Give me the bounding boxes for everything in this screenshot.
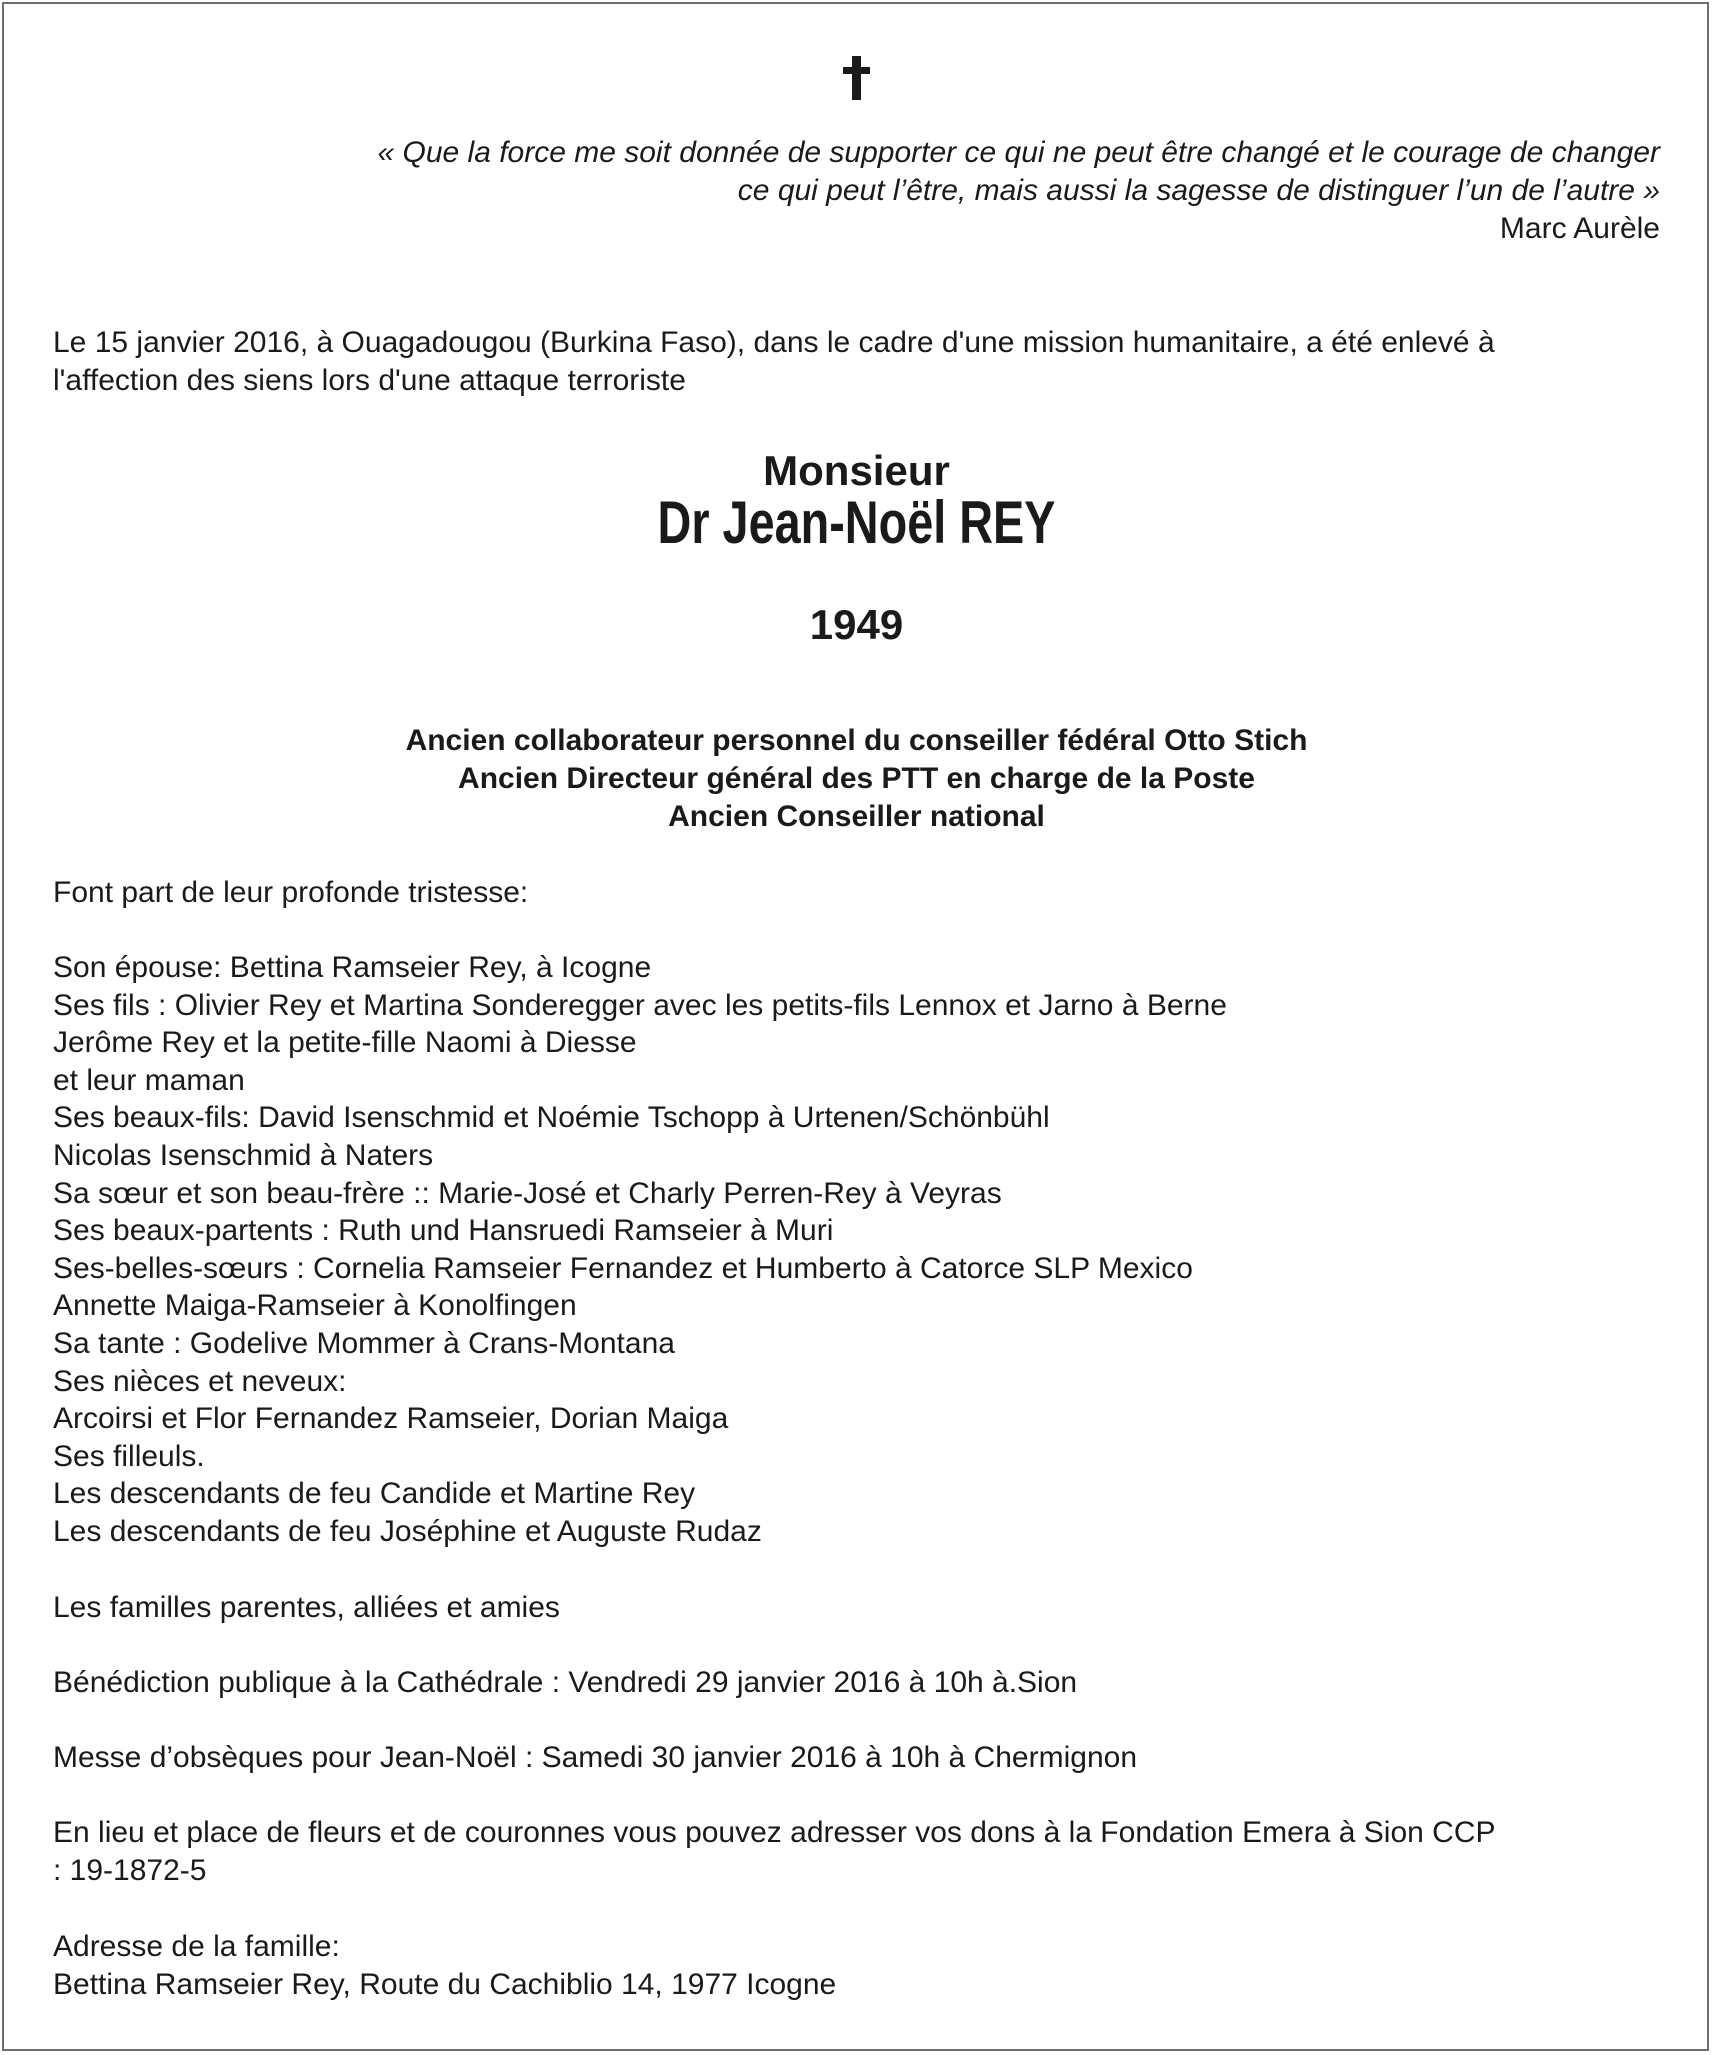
family-address	[53, 1928, 1663, 2003]
quote-line: ce qui peut l’être, mais aussi la sagesse de distinguer l’un de l’autre »	[737, 174, 1660, 207]
family-line: Ses beaux-partents : Ruth und Hansruedi Ramseier à Muri	[53, 1214, 834, 1248]
donations-info	[53, 1814, 1663, 1889]
career-title: Ancien collaborateur personnel du conseiller fédéral Otto Stich	[405, 724, 1308, 757]
announcement: Font part de leur profonde tristesse:	[53, 876, 529, 909]
family-line: Arcoirsi et Flor Fernandez Ramseier, Dorian Maiga	[53, 1402, 729, 1436]
family-line: Les descendants de feu Joséphine et Auguste Rudaz	[53, 1514, 762, 1548]
intro-line: Le 15 janvier 2016, à Ouagadougou (Burkina Faso), dans le cadre d'une mission humanitaire, a été enlevé à	[53, 326, 1495, 359]
family-list	[53, 949, 1663, 1551]
family-line: Nicolas Isenschmid à Naters	[53, 1138, 434, 1172]
family-line: Ses-belles-sœurs : Cornelia Ramseier Fernandez et Humberto à Catorce SLP Mexico	[53, 1251, 1193, 1285]
family-line: et leur maman	[53, 1063, 245, 1097]
address-label: Adresse de la famille:	[53, 1930, 340, 1963]
intro-line: l'affection des siens lors d'une attaque terroriste	[53, 364, 686, 397]
donations-line: : 19-1872-5	[53, 1853, 207, 1887]
family-line: Sa sœur et son beau-frère :: Marie-José et Charly Perren-Rey à Veyras	[53, 1176, 1002, 1210]
quote-line: « Que la force me soit donnée de supporter ce qui ne peut être changé et le courage de changer	[377, 136, 1660, 169]
family-line: Annette Maiga-Ramseier à Konolfingen	[53, 1289, 577, 1323]
intro-paragraph	[53, 324, 1663, 400]
family-line: Ses beaux-fils: David Isenschmid et Noémie Tschopp à Urtenen/Schönbühl	[53, 1101, 1050, 1135]
extended-families: Les familles parentes, alliées et amies	[53, 1591, 560, 1624]
donations-line: En lieu et place de fleurs et de couronnes vous pouvez adresser vos dons à la Fondation Emera à Sion CCP	[53, 1816, 1496, 1849]
birth-year: 1949	[809, 601, 904, 648]
benediction-info: Bénédiction publique à la Cathédrale : Vendredi 29 janvier 2016 à 10h à.Sion	[53, 1666, 1078, 1699]
family-line: Les descendants de feu Candide et Martine Rey	[53, 1477, 696, 1511]
family-line: Ses nièces et neveux:	[53, 1364, 347, 1398]
funeral-mass-info: Messe d’obsèques pour Jean-Noël : Samedi 30 janvier 2016 à 10h à Chermignon	[53, 1741, 1137, 1774]
family-line: Jerôme Rey et la petite-fille Naomi à Diesse	[53, 1026, 637, 1060]
epigraph-quote	[160, 134, 1660, 248]
career-title: Ancien Directeur général des PTT en charge de la Poste	[458, 762, 1255, 795]
family-line: Son épouse: Bettina Ramseier Rey, à Icogne	[53, 951, 652, 984]
family-line: Ses filleuls.	[53, 1439, 205, 1473]
address-value: Bettina Ramseier Rey, Route du Cachiblio 14, 1977 Icogne	[53, 1967, 837, 2001]
career-title: Ancien Conseiller national	[668, 800, 1045, 833]
deceased-name: Dr Jean-Noël REY	[657, 489, 1056, 556]
cross-icon	[0, 56, 1713, 102]
family-line: Ses fils : Olivier Rey et Martina Sonderegger avec les petits-fils Lennox et Jarno à Berne	[53, 988, 1227, 1022]
family-line: Sa tante : Godelive Mommer à Crans-Montana	[53, 1326, 675, 1360]
quote-author: Marc Aurèle	[1499, 212, 1660, 245]
salutation: Monsieur	[763, 447, 950, 494]
career-titles	[0, 722, 1713, 836]
